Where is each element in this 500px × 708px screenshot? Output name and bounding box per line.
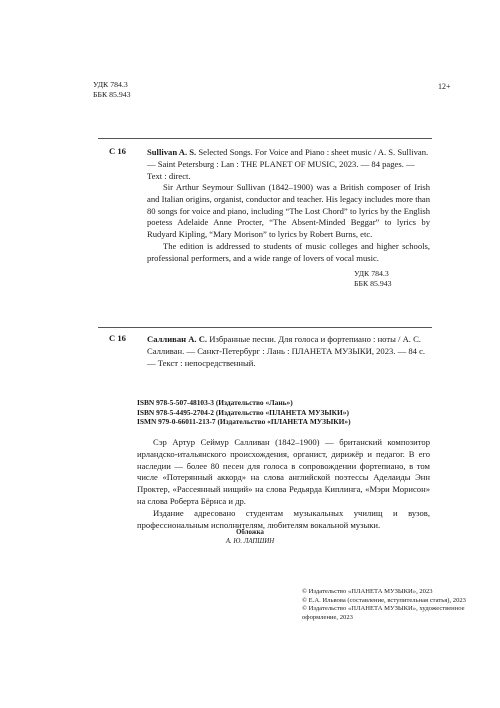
copyright-block — [302, 588, 487, 622]
english-card-citation — [147, 146, 430, 183]
bbk-code: ББК 85.943 — [93, 90, 131, 99]
cover-credit-name: А. Ю. ЛАПШИН — [225, 538, 275, 545]
bbk-code-mid: ББК 85.943 — [354, 279, 392, 288]
udk-code-mid: УДК 784.3 — [354, 269, 389, 278]
russian-card-author: Салливан А. С. — [147, 334, 208, 344]
english-annotation-p2: The edition is addressed to students of music colleges and higher schools, professional performers, and a wide range of lovers of vocal music. — [147, 240, 430, 263]
russian-annotation-p1: Сэр Артур Сеймур Салливан (1842–1900) — британский композитор ирландско-итальянского происхождения, органист, дирижёр и педагог. В его наследии — более 80 песен для голоса в сопровождении фортепиано, в том числе «Потерянный аккорд» на слова английской поэтессы Аделаиды Энн Проктер, «Рассеянный нищий» на слова Редьярда Киплинга, «Мэри Морисон» на слова Роберта Бёрнса и др. — [137, 437, 430, 506]
copyright-line-1: © Издательство «ПЛАНЕТА МУЗЫКИ», 2023 — [302, 588, 433, 595]
copyright-line-3: © Издательство «ПЛАНЕТА МУЗЫКИ», художественное оформление, 2023 — [302, 605, 465, 621]
english-card-author: Sullivan A. S. — [147, 147, 197, 157]
english-annotation — [147, 182, 430, 265]
english-annotation-p1: Sir Arthur Seymour Sullivan (1842–1900) was a British composer of Irish and Italian origins, organist, conductor and teacher. His legacy includes more than 80 songs for voice and piano, including “The Lost Chord” to lyrics by the English poetess Adelaide Anne Procter, “The Absent-Minded Beggar” to lyrics by Rudyard Kipling, “Mary Morison” to lyrics by Robert Burns, etc. — [147, 182, 430, 240]
russian-annotation — [137, 437, 430, 531]
isbn-lan: ISBN 978-5-507-48103-3 (Издательство «Лань») — [137, 398, 293, 407]
russian-card-code: С 16 — [109, 333, 126, 343]
ismn-planeta: ISMN 979-0-66011-213-7 (Издательство «ПЛАНЕТА МУЗЫКИ») — [137, 417, 351, 427]
udk-bbk-top — [93, 80, 131, 100]
copyright-line-2: © Е.А. Ильвова (составление, вступительная статья), 2023 — [302, 596, 466, 604]
udk-bbk-mid — [354, 269, 392, 289]
english-card-code: С 16 — [109, 146, 126, 156]
divider-mid — [98, 327, 432, 328]
udk-code: УДК 784.3 — [93, 80, 128, 89]
age-rating: 12+ — [438, 82, 451, 91]
russian-card-citation-text: Избранные песни. Для голоса и фортепиано : ноты / А. С. Салливан. — Санкт-Петербург : Лань : ПЛАНЕТА МУЗЫКИ, 2023. — 84 с. — Текст : непосредственный. — [147, 334, 426, 369]
cover-credit-title: Обложка — [236, 529, 264, 536]
isbn-planeta: ISBN 978-5-4495-2704-2 (Издательство «ПЛАНЕТА МУЗЫКИ») — [137, 407, 349, 417]
cover-credit — [0, 528, 500, 546]
english-card-citation-text: Selected Songs. For Voice and Piano : sheet music / A. S. Sullivan. — Saint Petersburg : Lan : THE PLANET OF MUSIC, 2023. — 84 pages. — Text : direct. — [147, 147, 429, 182]
divider-top — [98, 138, 432, 139]
russian-card-citation — [147, 333, 430, 370]
isbn-block — [137, 398, 351, 427]
russian-annotation-p2: Издание адресовано студентам музыкальных училищ и вузов, профессиональным исполнителям, любителям вокальной музыки. — [137, 507, 430, 530]
